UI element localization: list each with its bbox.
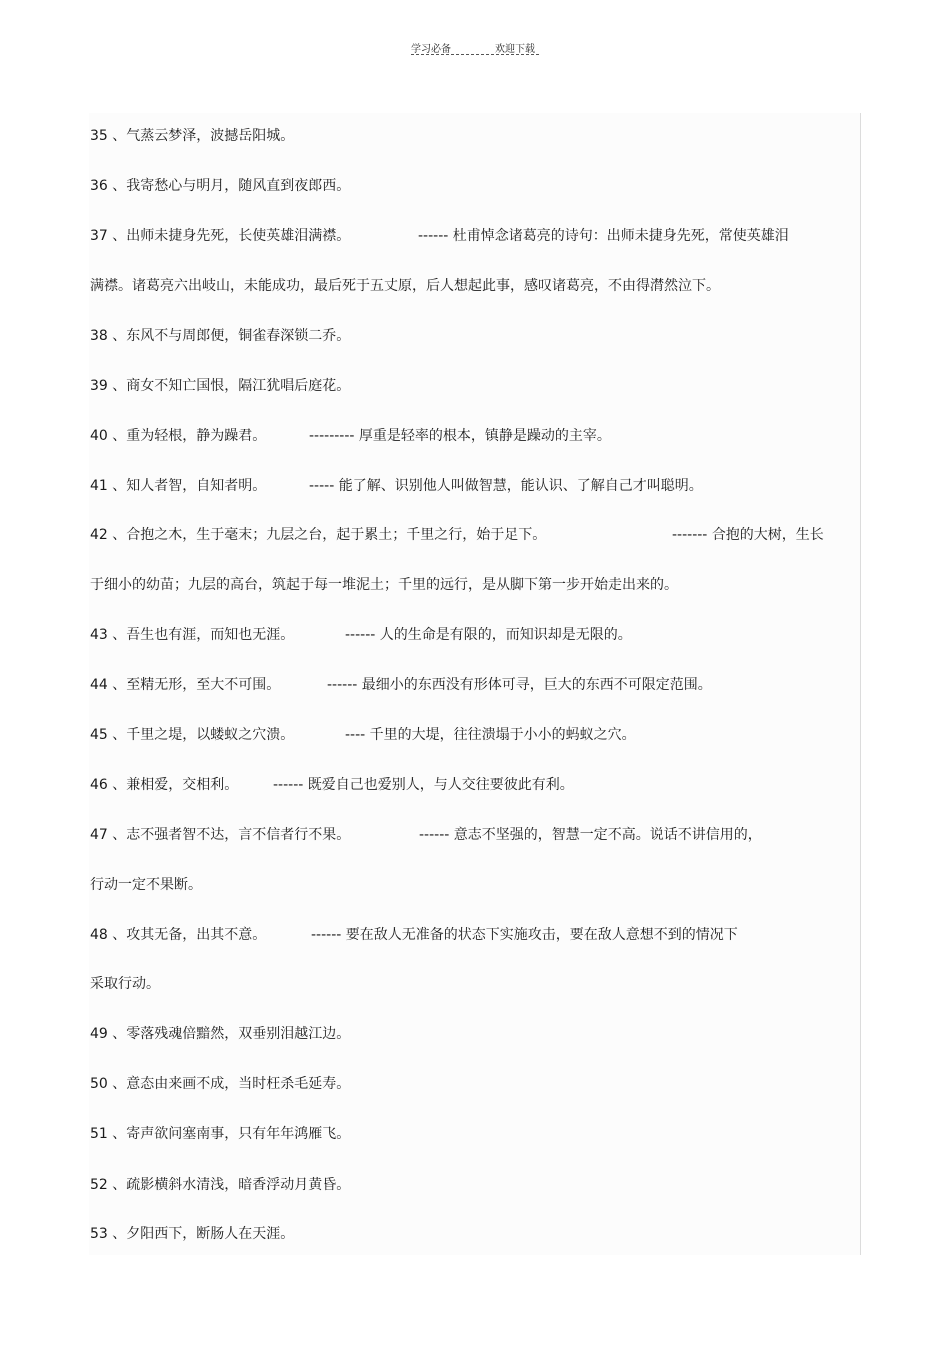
quote-51: 51 、寄声欲问塞南事，只有年年鸿雁飞。 xyxy=(90,1126,351,1142)
quote-47-continuation: 行动一定不果断。 xyxy=(90,877,202,893)
quote-47: 47 、志不强者智不达，言不信者行不果。 xyxy=(90,827,351,843)
quote-45: 45 、千里之堤，以蝼蚁之穴溃。 xyxy=(90,727,295,743)
quote-44-explanation: ------ 最细小的东西没有形体可寻，巨大的东西不可限定范围。 xyxy=(327,677,712,693)
quote-40: 40 、重为轻根，静为躁君。 xyxy=(90,428,267,444)
quote-37: 37 、出师未捷身先死，长使英雄泪满襟。 xyxy=(90,228,351,244)
quote-42-explanation: ------- 合抱的大树，生长 xyxy=(672,527,824,543)
quote-42: 42 、合抱之木，生于毫末；九层之台，起于累土；千里之行，始于足下。 xyxy=(90,527,547,543)
quote-48: 48 、攻其无备，出其不意。 xyxy=(90,927,267,943)
quote-46-explanation: ------ 既爱自己也爱别人，与人交往要彼此有利。 xyxy=(273,777,574,793)
header-divider xyxy=(411,54,539,55)
quote-43: 43 、吾生也有涯，而知也无涯。 xyxy=(90,627,295,643)
quote-47-explanation: ------ 意志不坚强的，智慧一定不高。说话不讲信用的， xyxy=(419,827,762,843)
header-left-text: 学习必备 xyxy=(411,44,451,55)
quote-41-explanation: ----- 能了解、识别他人叫做智慧，能认识、了解自己才叫聪明。 xyxy=(309,478,703,494)
quote-35: 35 、气蒸云梦泽，波撼岳阳城。 xyxy=(90,128,295,144)
quote-43-explanation: ------ 人的生命是有限的，而知识却是无限的。 xyxy=(345,627,632,643)
quote-52: 52 、疏影横斜水清浅，暗香浮动月黄昏。 xyxy=(90,1177,351,1193)
quote-40-explanation: --------- 厚重是轻率的根本，镇静是躁动的主宰。 xyxy=(309,428,611,444)
quote-39: 39 、商女不知亡国恨，隔江犹唱后庭花。 xyxy=(90,378,351,394)
quote-44: 44 、至精无形，至大不可围。 xyxy=(90,677,281,693)
quote-50: 50 、意态由来画不成，当时枉杀毛延寿。 xyxy=(90,1076,351,1092)
quote-36: 36 、我寄愁心与明月，随风直到夜郎西。 xyxy=(90,178,351,194)
header-right-text: 欢迎下载 xyxy=(495,44,535,55)
quote-42-continuation: 于细小的幼苗；九层的高台，筑起于每一堆泥土；千里的远行，是从脚下第一步开始走出来的。 xyxy=(90,577,678,593)
quote-37-explanation: ------ 杜甫悼念诸葛亮的诗句：出师未捷身先死，常使英雄泪 xyxy=(418,228,789,244)
quote-46: 46 、兼相爱，交相利。 xyxy=(90,777,239,793)
quote-37-continuation: 满襟。诸葛亮六出岐山，未能成功，最后死于五丈原，后人想起此事，感叹诸葛亮，不由得潸然泣下。 xyxy=(90,278,720,294)
quote-53: 53 、夕阳西下，断肠人在天涯。 xyxy=(90,1226,295,1242)
quote-45-explanation: ---- 千里的大堤，往往溃塌于小小的蚂蚁之穴。 xyxy=(345,727,636,743)
quote-48-continuation: 采取行动。 xyxy=(90,976,160,992)
quote-49: 49 、零落残魂倍黯然，双垂别泪越江边。 xyxy=(90,1026,351,1042)
page-header xyxy=(0,38,950,60)
quote-48-explanation: ------ 要在敌人无准备的状态下实施攻击，要在敌人意想不到的情况下 xyxy=(311,927,738,943)
quote-38: 38 、东风不与周郎便，铜雀春深锁二乔。 xyxy=(90,328,351,344)
quote-41: 41 、知人者智，自知者明。 xyxy=(90,478,267,494)
